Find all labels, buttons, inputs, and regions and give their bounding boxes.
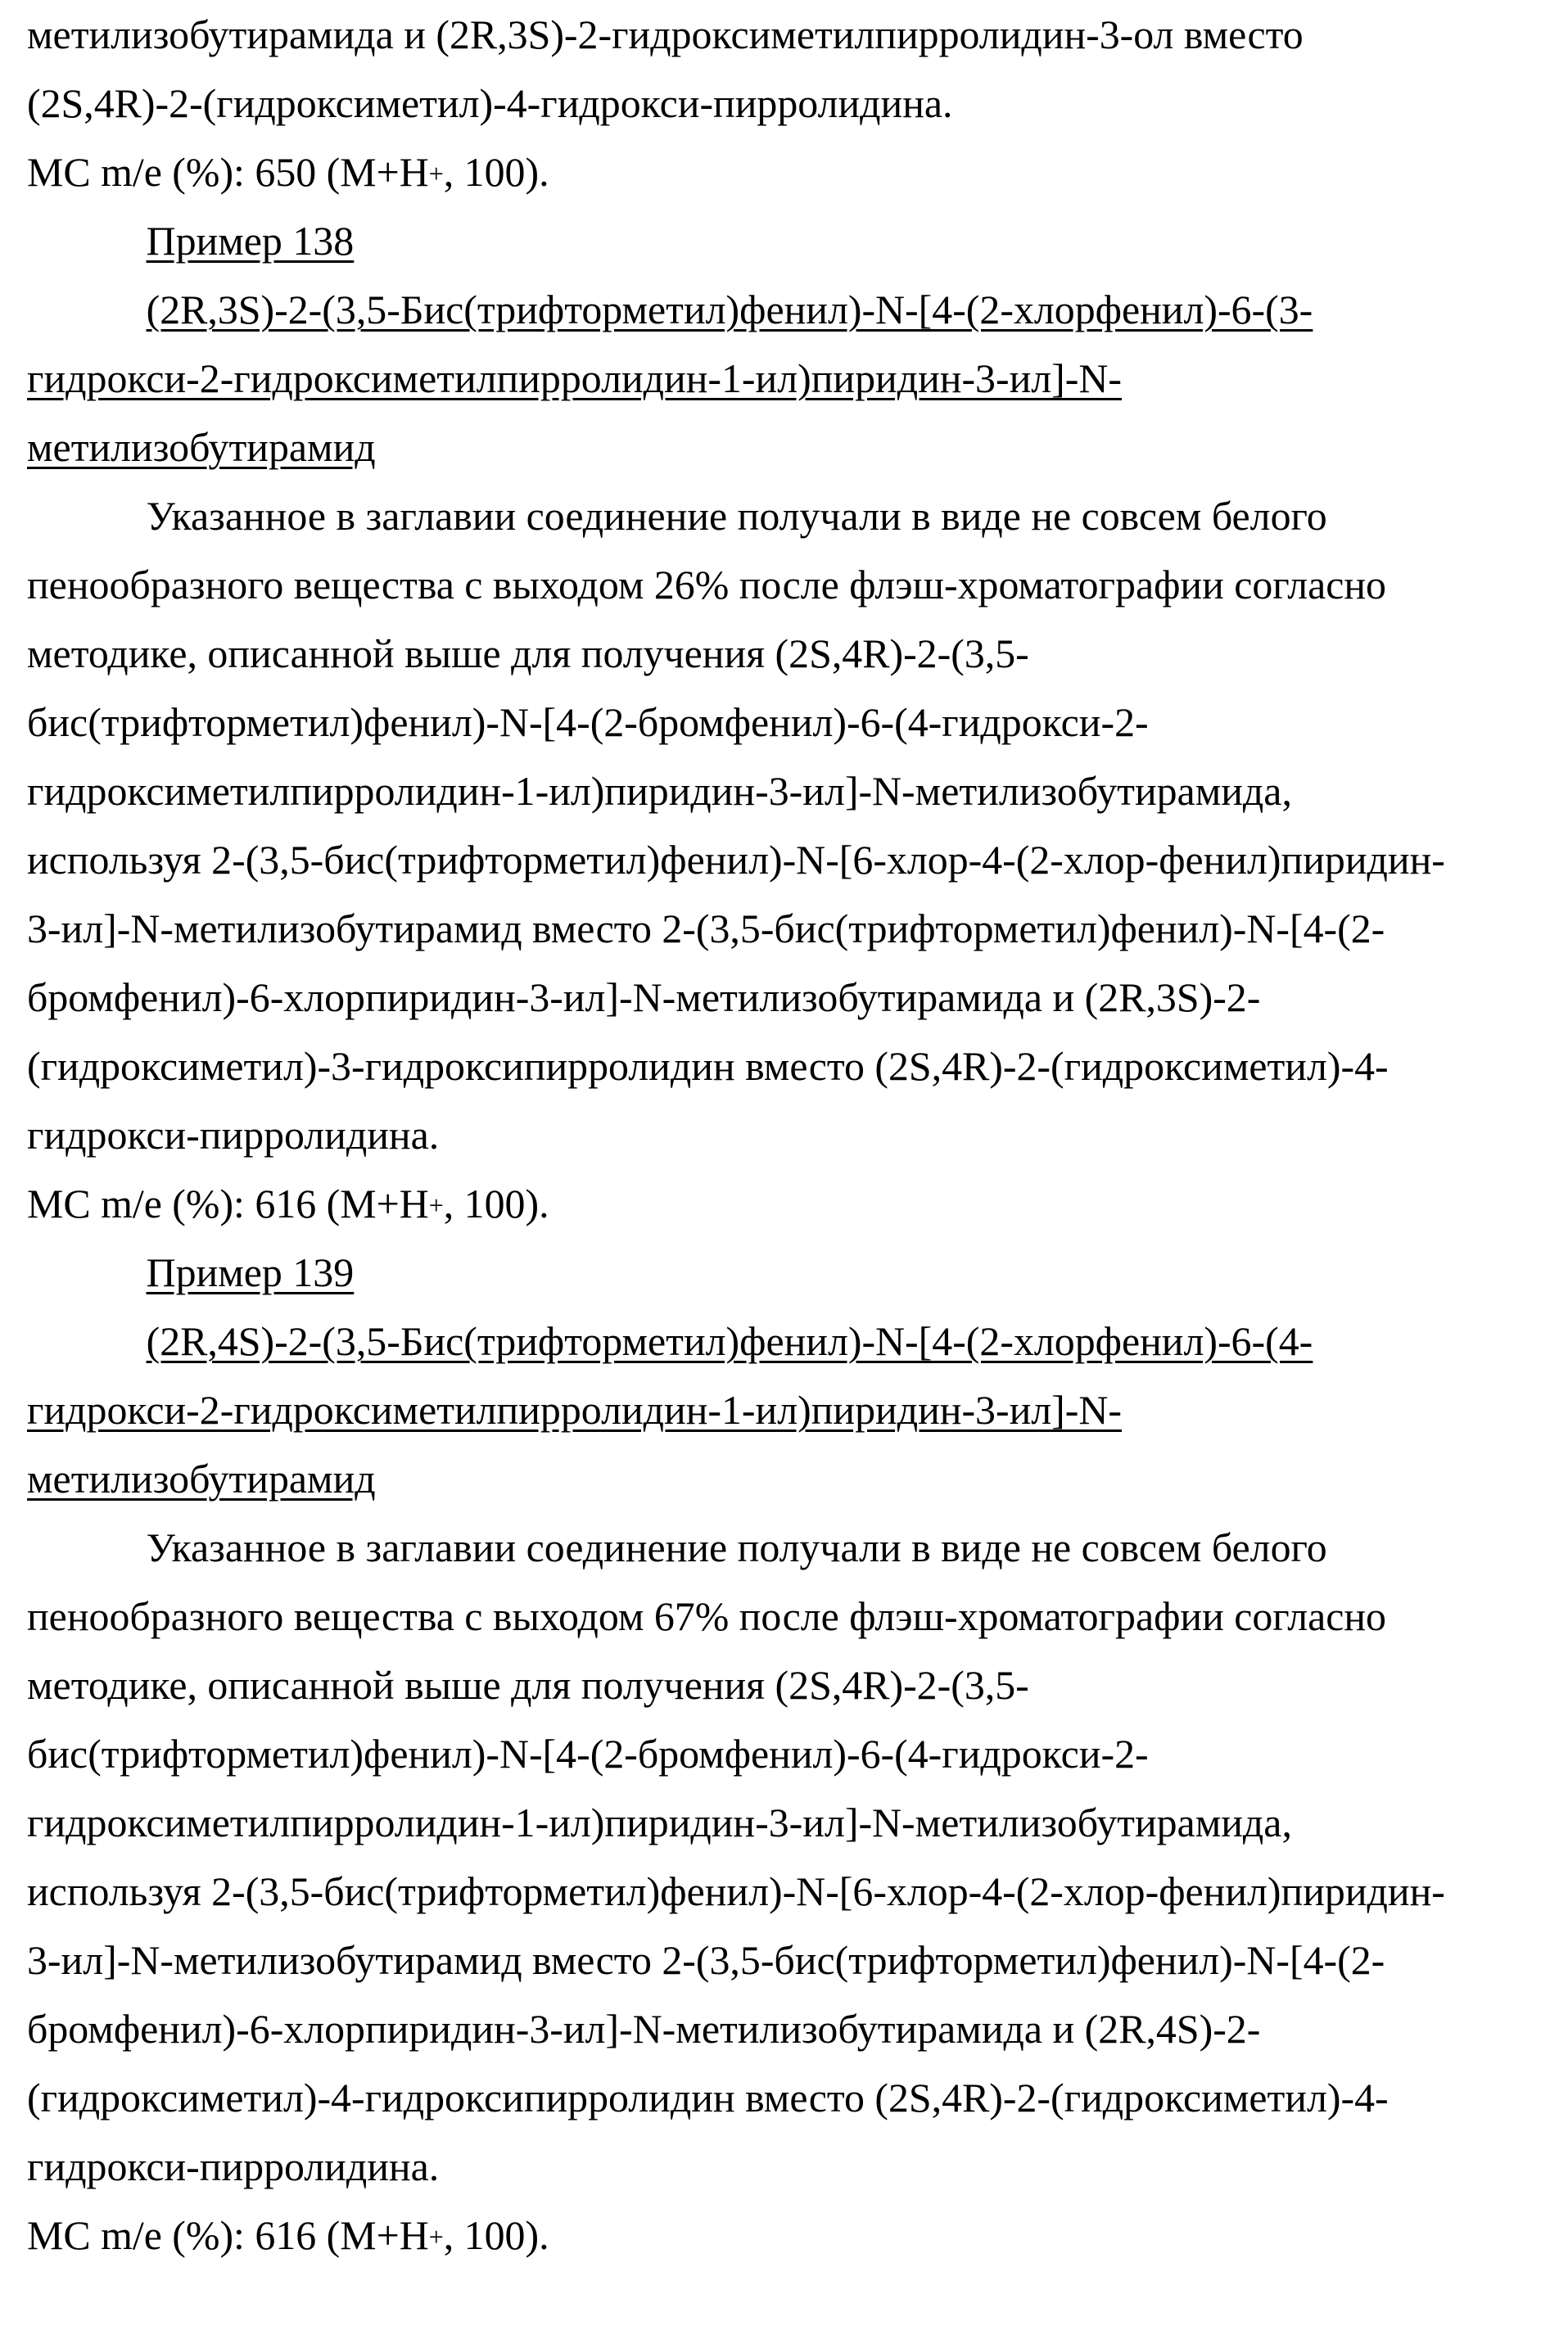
example-title-line-text: метилизобутирамид bbox=[27, 1456, 376, 1502]
example-body-line bbox=[27, 1582, 1554, 1651]
example-body-line bbox=[27, 1994, 1554, 2063]
example-body-line-text: Указанное в заглавии соединение получали в виде не совсем белого bbox=[147, 493, 1327, 539]
example-body-line-text: гидрокси-пирролидина. bbox=[27, 1112, 439, 1158]
document-page bbox=[27, 0, 1558, 2270]
example-ms-result bbox=[27, 2201, 1554, 2270]
example-body-line bbox=[27, 1032, 1554, 1100]
example-title-line-text: (2R,4S)-2-(3,5-Бис(трифторметил)фенил)-N-[4-(2-хлорфенил)-6-(4- bbox=[147, 1318, 1313, 1364]
intro-line bbox=[27, 0, 1554, 69]
example-body-line-text: бромфенил)-6-хлорпиридин-3-ил]-N-метилизобутирамида и (2R,3S)-2- bbox=[27, 974, 1260, 1020]
example-body-line-text: методике, описанной выше для получения (2S,4R)-2-(3,5- bbox=[27, 1662, 1029, 1708]
ms-suffix: , 100). bbox=[444, 149, 549, 195]
example-body-line bbox=[27, 481, 1554, 550]
example-body-line-text: гидроксиметилпирролидин-1-ил)пиридин-3-ил]-N-метилизобутирамида, bbox=[27, 1800, 1292, 1845]
example-title-line bbox=[27, 275, 1554, 344]
example-body-line-text: Указанное в заглавии соединение получали в виде не совсем белого bbox=[147, 1524, 1327, 1570]
example-ms-result bbox=[27, 1169, 1554, 1238]
example-body-line bbox=[27, 1100, 1554, 1169]
example-body-line bbox=[27, 894, 1554, 963]
example-body-line-text: бис(трифторметил)фенил)-N-[4-(2-бромфенил)-6-(4-гидрокси-2- bbox=[27, 699, 1149, 745]
example-title-line bbox=[27, 1307, 1554, 1375]
example-body-line-text: пенообразного вещества с выходом 26% после флэш-хроматографии согласно bbox=[27, 562, 1386, 607]
example-title-line-text: метилизобутирамид bbox=[27, 424, 376, 470]
example-body-line-text: пенообразного вещества с выходом 67% после флэш-хроматографии согласно bbox=[27, 1593, 1386, 1639]
ms-sup: + bbox=[429, 159, 444, 188]
example-label-text: Пример 138 bbox=[147, 218, 355, 264]
example-body-line bbox=[27, 1926, 1554, 1994]
example-title-line bbox=[27, 1375, 1554, 1444]
example-body-line bbox=[27, 1857, 1554, 1926]
example-title-line bbox=[27, 413, 1554, 481]
example-body-line-text: бис(трифторметил)фенил)-N-[4-(2-бромфенил)-6-(4-гидрокси-2- bbox=[27, 1731, 1149, 1777]
ms-prefix: МС m/e (%): 616 (M+H bbox=[27, 2212, 429, 2258]
example-body-line-text: гидрокси-пирролидина. bbox=[27, 2143, 439, 2189]
example-body-line bbox=[27, 825, 1554, 894]
example-body-line-text: гидроксиметилпирролидин-1-ил)пиридин-3-ил]-N-метилизобутирамида, bbox=[27, 768, 1292, 814]
example-body-line-text: (гидроксиметил)-3-гидроксипирролидин вместо (2S,4R)-2-(гидроксиметил)-4- bbox=[27, 1043, 1389, 1089]
example-body-line bbox=[27, 1719, 1554, 1788]
ms-sup: + bbox=[429, 2222, 444, 2251]
intro-ms-result bbox=[27, 138, 1554, 206]
example-body-line bbox=[27, 619, 1554, 688]
ms-suffix: , 100). bbox=[444, 1181, 549, 1226]
example-body-line-text: используя 2-(3,5-бис(трифторметил)фенил)-N-[6-хлор-4-(2-хлор-фенил)пиридин- bbox=[27, 1868, 1445, 1914]
example-body-line-text: (гидроксиметил)-4-гидроксипирролидин вместо (2S,4R)-2-(гидроксиметил)-4- bbox=[27, 2075, 1389, 2120]
example-body-line-text: 3-ил]-N-метилизобутирамид вместо 2-(3,5-бис(трифторметил)фенил)-N-[4-(2- bbox=[27, 1937, 1385, 1983]
example-title-line-text: гидрокси-2-гидроксиметилпирролидин-1-ил)пиридин-3-ил]-N- bbox=[27, 1387, 1122, 1433]
example-body-line bbox=[27, 757, 1554, 825]
example-body-line bbox=[27, 688, 1554, 757]
example-body-line-text: методике, описанной выше для получения (2S,4R)-2-(3,5- bbox=[27, 630, 1029, 676]
example-body-line bbox=[27, 1651, 1554, 1719]
ms-prefix: МС m/e (%): 650 (M+H bbox=[27, 149, 429, 195]
example-body-line bbox=[27, 963, 1554, 1032]
example-title-line-text: (2R,3S)-2-(3,5-Бис(трифторметил)фенил)-N-[4-(2-хлорфенил)-6-(3- bbox=[147, 287, 1313, 332]
example-body-line bbox=[27, 1788, 1554, 1857]
example-body-line-text: 3-ил]-N-метилизобутирамид вместо 2-(3,5-бис(трифторметил)фенил)-N-[4-(2- bbox=[27, 906, 1385, 951]
example-body-line bbox=[27, 550, 1554, 619]
ms-prefix: МС m/e (%): 616 (M+H bbox=[27, 1181, 429, 1226]
intro-line bbox=[27, 69, 1554, 138]
ms-sup: + bbox=[429, 1190, 444, 1220]
intro-line-text: (2S,4R)-2-(гидроксиметил)-4-гидрокси-пирролидина. bbox=[27, 80, 953, 126]
example-body-line bbox=[27, 2063, 1554, 2132]
example-body-line bbox=[27, 1513, 1554, 1582]
example-label bbox=[27, 1238, 1554, 1307]
example-label-text: Пример 139 bbox=[147, 1249, 355, 1295]
example-label bbox=[27, 206, 1554, 275]
intro-line-text: метилизобутирамида и (2R,3S)-2-гидроксиметилпирролидин-3-ол вместо bbox=[27, 11, 1304, 57]
ms-suffix: , 100). bbox=[444, 2212, 549, 2258]
example-body-line-text: бромфенил)-6-хлорпиридин-3-ил]-N-метилизобутирамида и (2R,4S)-2- bbox=[27, 2006, 1260, 2052]
example-body-line-text: используя 2-(3,5-бис(трифторметил)фенил)-N-[6-хлор-4-(2-хлор-фенил)пиридин- bbox=[27, 837, 1445, 883]
example-body-line bbox=[27, 2132, 1554, 2201]
example-title-line bbox=[27, 1444, 1554, 1513]
example-title-line-text: гидрокси-2-гидроксиметилпирролидин-1-ил)пиридин-3-ил]-N- bbox=[27, 355, 1122, 401]
example-title-line bbox=[27, 344, 1554, 413]
